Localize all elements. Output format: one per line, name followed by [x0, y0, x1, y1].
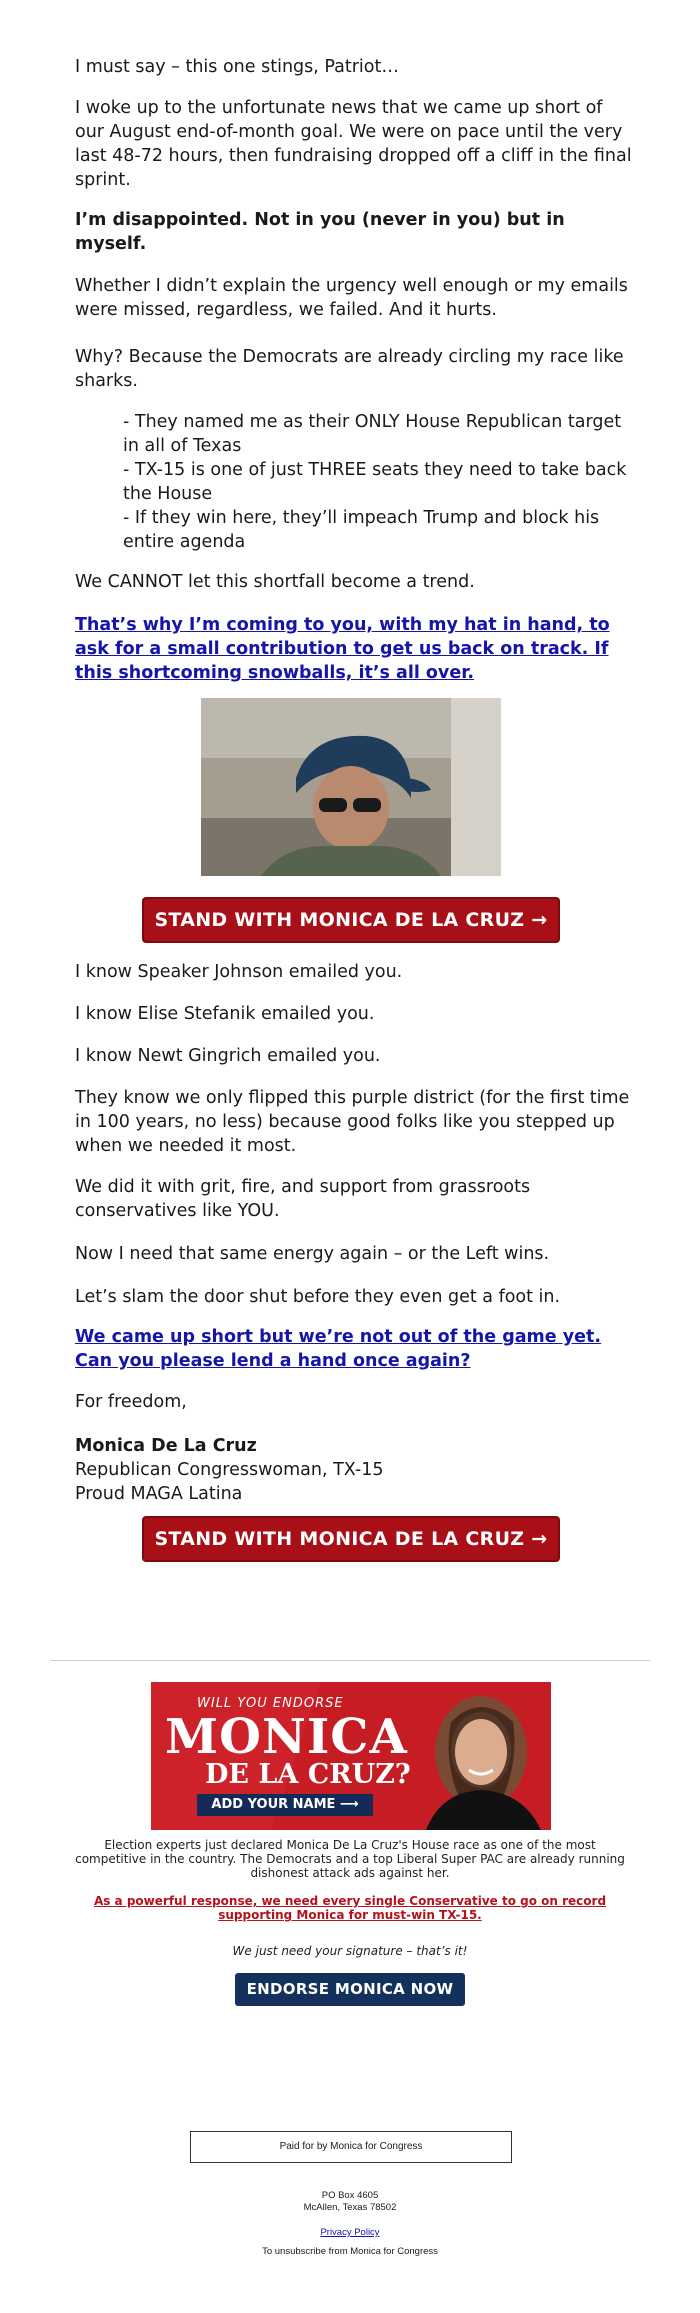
donate-link-1[interactable]: That’s why I’m coming to you, with my hat in hand, to ask for a small contribution to get us back on track. If this shortcoming snowballs, it’s all over.	[75, 615, 610, 683]
donate-link-2[interactable]: We came up short but we’re not out of the game yet. Can you please lend a hand once again?	[75, 1327, 602, 1371]
paragraph-goal: I woke up to the unfortunate news that we came up short of our August end-of-month goal. We were on pace until the very last 48-72 hours, then fundraising dropped off a cliff in the final sprint.	[75, 98, 632, 190]
endorse-note: We just need your signature – that’s it!	[232, 1944, 468, 1958]
candidate-photo-graphic	[201, 698, 501, 876]
stand-with-monica-button-1[interactable]: STAND WITH MONICA DE LA CRUZ →	[142, 897, 560, 943]
endorse-banner[interactable]	[151, 1682, 551, 1830]
signature-tagline: Proud MAGA Latina	[75, 1484, 243, 1504]
paragraph-why: Why? Because the Democrats are already circling my race like sharks.	[75, 347, 624, 391]
greeting: I must say – this one stings, Patriot…	[75, 57, 399, 77]
donate-link-2-wrap	[75, 1325, 635, 1373]
paragraph-flipped: They know we only flipped this purple district (for the first time in 100 years, no less) because good folks like you stepped up when we needed it most.	[75, 1088, 630, 1156]
donate-link-1-wrap	[75, 613, 635, 685]
banner-add-name-button[interactable]: ADD YOUR NAME ⟶	[197, 1794, 373, 1816]
banner-name-line2: DE LA CRUZ?	[205, 1759, 411, 1790]
endorse-monica-button[interactable]: ENDORSE MONICA NOW	[235, 1973, 465, 2006]
signature-title: Republican Congresswoman, TX-15	[75, 1460, 384, 1480]
privacy-wrap	[150, 2227, 550, 2239]
privacy-policy-link[interactable]: Privacy Policy	[320, 2227, 380, 2238]
signature-block	[75, 1434, 635, 1506]
bullet-item: - TX-15 is one of just THREE seats they need to take back the House	[123, 460, 627, 504]
paragraph-failed: Whether I didn’t explain the urgency well enough or my emails were missed, regardless, we failed. And it hurts.	[75, 276, 628, 320]
stand-with-monica-button-2[interactable]: STAND WITH MONICA DE LA CRUZ →	[142, 1516, 560, 1562]
signature-name: Monica De La Cruz	[75, 1436, 257, 1456]
signoff: For freedom,	[75, 1392, 187, 1412]
paid-for-disclaimer: Paid for by Monica for Congress	[190, 2131, 512, 2163]
bullet-item: - They named me as their ONLY House Republican target in all of Texas	[123, 412, 622, 456]
banner-kicker: WILL YOU ENDORSE	[197, 1696, 344, 1711]
endorse-link[interactable]: As a powerful response, we need every single Conservative to go on record supporting Monica for must-win TX-15.	[93, 1894, 607, 1922]
banner-name-line1: MONICA	[165, 1709, 408, 1765]
paragraph-johnson: I know Speaker Johnson emailed you.	[75, 962, 403, 982]
paragraph-grit: We did it with grit, fire, and support from grassroots conservatives like YOU.	[75, 1177, 531, 1221]
bullet-item: - If they win here, they’ll impeach Trump and block his entire agenda	[123, 508, 600, 552]
endorse-link-wrap	[75, 1894, 625, 1922]
letter-body	[75, 55, 635, 79]
endorse-description: Election experts just declared Monica De La Cruz's House race as one of the most competitive in the country. The Democrats and a top Liberal Super PAC are already running dishonest attack ads against her.	[75, 1838, 625, 1880]
paragraph-slam: Let’s slam the door shut before they even get a foot in.	[75, 1287, 561, 1307]
paragraph-gingrich: I know Newt Gingrich emailed you.	[75, 1046, 381, 1066]
mailing-address: PO Box 4605 McAllen, Texas 78502	[303, 2190, 397, 2213]
paragraph-energy: Now I need that same energy again – or the Left wins.	[75, 1244, 550, 1264]
candidate-photo[interactable]	[201, 698, 501, 876]
unsubscribe-link[interactable]: To unsubscribe from Monica for Congress	[262, 2246, 438, 2257]
paragraph-disappointed: I’m disappointed. Not in you (never in you) but in myself.	[75, 210, 565, 254]
paragraph-stefanik: I know Elise Stefanik emailed you.	[75, 1004, 375, 1024]
bullet-list	[75, 410, 635, 554]
section-divider	[50, 1660, 650, 1661]
paragraph-cannot: We CANNOT let this shortfall become a trend.	[75, 572, 475, 592]
